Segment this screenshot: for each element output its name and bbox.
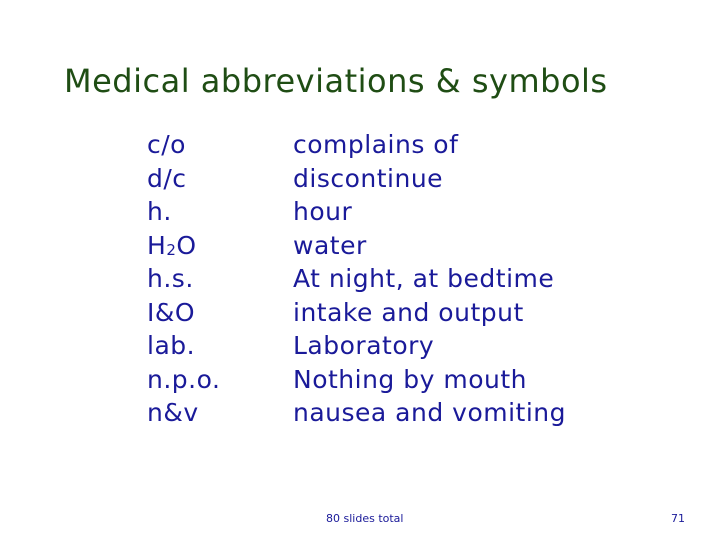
abbreviation-term <box>147 229 197 267</box>
abbreviation-meaning: hour <box>293 197 353 226</box>
abbreviation-meaning: discontinue <box>293 163 444 193</box>
slide-title: Medical abbreviations & symbols <box>64 62 608 100</box>
term-prefix: H <box>147 230 167 260</box>
abbreviation-term: n&v <box>147 398 199 427</box>
abbreviation-meaning: nausea and vomiting <box>293 398 567 427</box>
abbreviation-meaning: complains of <box>293 130 459 159</box>
abbreviation-term: d/c <box>147 163 187 193</box>
term-subscript: 2 <box>166 240 177 259</box>
slide-count-footer: 80 slides total <box>326 512 404 525</box>
abbreviation-meaning: water <box>293 230 367 260</box>
abbreviation-term: lab. <box>147 331 196 360</box>
abbreviation-term: c/o <box>147 130 186 159</box>
abbreviation-term: h.s. <box>147 264 194 293</box>
abbreviation-meaning: Nothing by mouth <box>293 364 528 394</box>
abbreviation-term: I&O <box>147 297 196 327</box>
abbreviation-term: n.p.o. <box>147 364 221 394</box>
abbreviation-meaning: intake and output <box>293 297 524 327</box>
abbreviation-meaning: At night, at bedtime <box>293 264 555 293</box>
abbreviation-meaning: Laboratory <box>293 331 435 360</box>
page-number: 71 <box>671 512 685 525</box>
term-suffix: O <box>176 230 197 260</box>
abbreviation-term: h. <box>147 197 172 226</box>
